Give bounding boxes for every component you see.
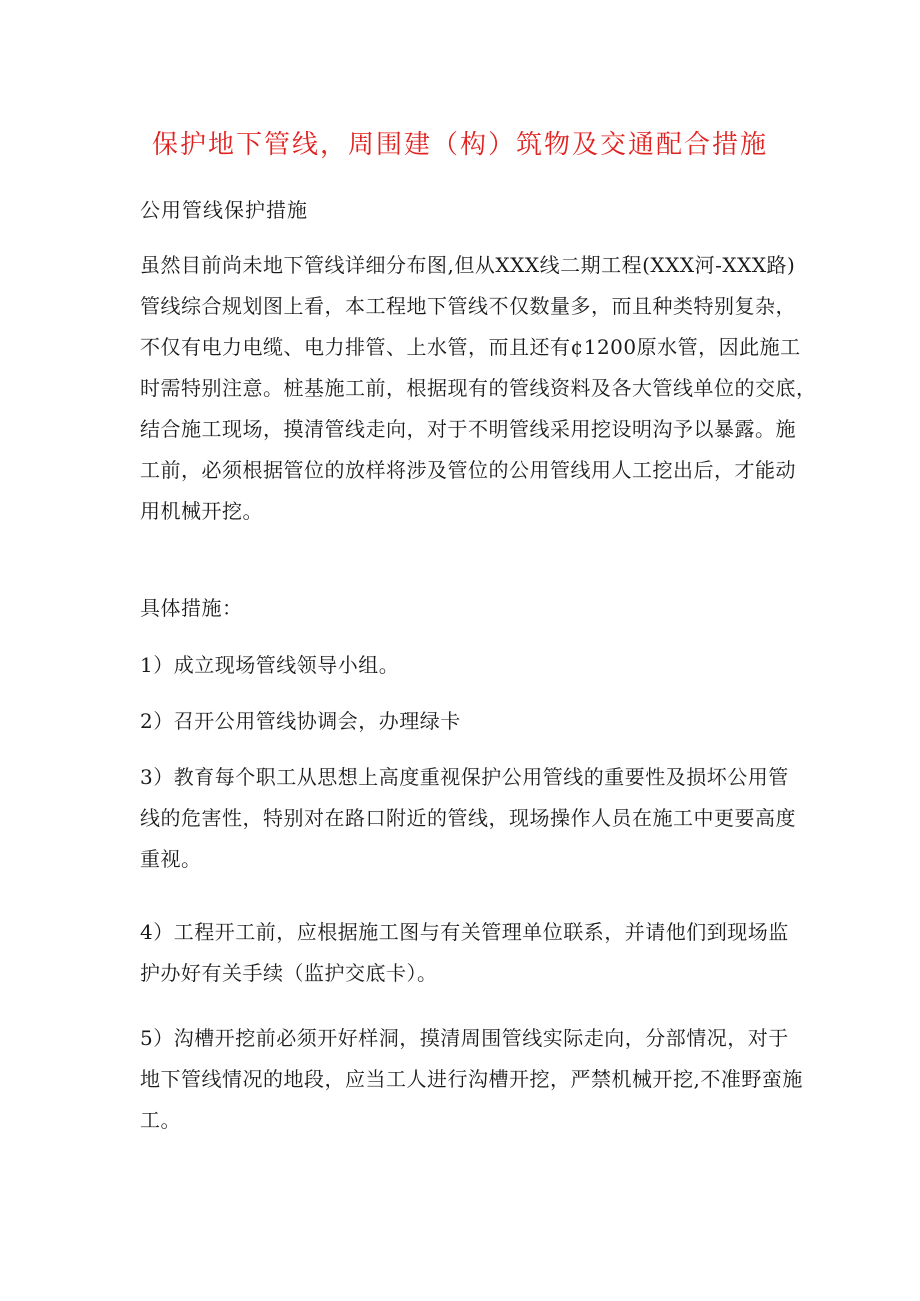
- paragraph-line: 不仅有电力电缆、电力排管、上水管，而且还有¢1200原水管，因此施工: [140, 335, 801, 359]
- measure-line: 5）沟槽开挖前必须开好样洞，摸清周围管线实际走向，分部情况，对于: [140, 1026, 789, 1050]
- section-heading: 公用管线保护措施: [140, 198, 308, 222]
- measure-line: 4）工程开工前，应根据施工图与有关管理单位联系，并请他们到现场监: [140, 920, 789, 944]
- paragraph-line: 工前，必须根据管位的放样将涉及管位的公用管线用人工挖出后，才能动: [140, 458, 796, 482]
- measure-item-1: [140, 645, 790, 686]
- measures-label: [140, 588, 790, 629]
- measure-item-5: [140, 1018, 803, 1141]
- measure-item-2: [140, 701, 790, 742]
- measure-item-3: [140, 757, 796, 880]
- measure-line: 2）召开公用管线协调会，办理绿卡: [140, 709, 461, 733]
- paragraph-line: 管线综合规划图上看，本工程地下管线不仅数量多，而且种类特别复杂，: [140, 294, 796, 318]
- measure-line: 工。: [140, 1108, 181, 1132]
- measure-line: 线的危害性，特别对在路口附近的管线，现场操作人员在施工中更要高度: [140, 806, 796, 830]
- paragraph-line: 时需特别注意。桩基施工前，根据现有的管线资料及各大管线单位的交底，: [140, 376, 817, 400]
- document-title: 保护地下管线，周围建（构）筑物及交通配合措施: [151, 130, 768, 160]
- measure-item-4: [140, 912, 790, 994]
- paragraph-line: 虽然目前尚未地下管线详细分布图,但从XXX线二期工程(XXX河-XXX路): [140, 253, 796, 277]
- intro-paragraph: [140, 245, 817, 532]
- measure-line: 重视。: [140, 847, 202, 871]
- measures-label-text: 具体措施：: [140, 596, 243, 620]
- measure-line: 地下管线情况的地段，应当工人进行沟槽开挖，严禁机械开挖,不准野蛮施: [140, 1067, 803, 1091]
- paragraph-line: 用机械开挖。: [140, 499, 263, 523]
- measure-line: 1）成立现场管线领导小组。: [140, 653, 400, 677]
- measure-line: 3）教育每个职工从思想上高度重视保护公用管线的重要性及损坏公用管: [140, 765, 789, 789]
- paragraph-line: 结合施工现场，摸清管线走向，对于不明管线采用挖设明沟予以暴露。施: [140, 417, 796, 441]
- measure-line: 护办好有关手续（监护交底卡）。: [140, 961, 438, 985]
